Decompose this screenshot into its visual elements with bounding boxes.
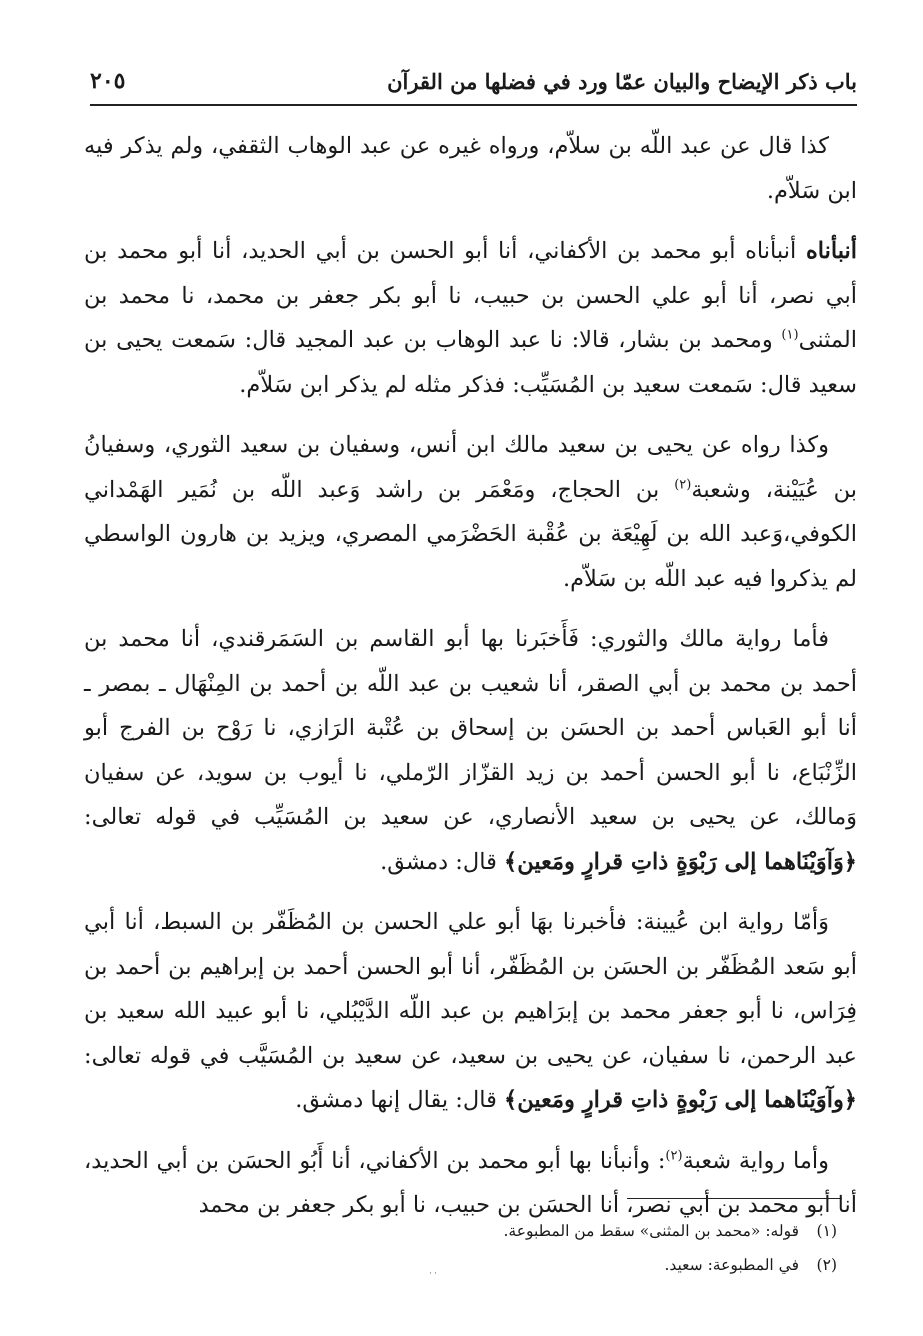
paragraph-4-text: فأما رواية مالك والثوري: فَأَخبَرنا بها أبو القاسم بن السَمَرقندي، أنا محمد بن أحمد بن محمد بن أبي الصقر، أنا شعيب بن عبد اللّه بن أحمد بن المِنْهَال ـ بمصر ـ أنا أبو العَباس أحمد بن الحسَن بن إسحاق بن عُتْبة الرَازي، نا رَوْح بن الفرج أبو الزِّنْبَاع، نا أبو الحسن أحمد بن زيد القزّاز الرّملي، نا أيوب بن سويد، عن سفيان وَمالك، عن يحيى بن سعيد الأنصاري، عن سعيد بن المُسَيِّب في قوله تعالى: bbox=[84, 626, 857, 830]
paragraph-2-text: أنبأناه أبو محمد بن الأكفاني، أنا أبو الحسن بن أبي الحديد، أنا أبو محمد بن أبي نصر، أنا أبو علي الحسن بن حبيب، نا أبو بكر جعفر بن محمد، نا محمد بن المثنى bbox=[84, 238, 858, 353]
running-title: باب ذكر الإيضاح والبيان عمّا ورد في فضلها من القرآن bbox=[387, 68, 857, 94]
paragraph-4 bbox=[84, 617, 857, 884]
paragraph-2-tail: ومحمد بن بشار، قالا: نا عبد الوهاب بن عبد المجيد قال: سَمعت يحيى بن سعيد قال: سَمعت سعيد بن المُسَيِّب: فذكر مثله لم يذكر ابن سَلاّم. bbox=[84, 327, 857, 398]
paragraph-1: كذا قال عن عبد اللّه بن سلاّم، ورواه غيره عن عبد الوهاب الثقفي، ولم يذكر فيه ابن سَلاّم. bbox=[84, 133, 857, 204]
paragraph-3 bbox=[84, 423, 857, 601]
paragraph-3-text: وكذا رواه عن يحيى بن سعيد مالك ابن أنس، وسفيان بن سعيد الثوري، وسفيانُ بن عُيَيْنة، وشعبة bbox=[84, 432, 857, 503]
footnote-ref-1[interactable]: (١) bbox=[781, 327, 799, 343]
footnote-ref-2b[interactable]: (٢) bbox=[665, 1148, 683, 1163]
footnote-number: (١) bbox=[816, 1222, 837, 1240]
footnote-divider bbox=[627, 1198, 842, 1199]
paragraph-5-tail: قال: يقال إنها دمشق. bbox=[295, 1087, 497, 1113]
paragraph-6-tail: : وأنبأنا بها أبو محمد بن الأكفاني، أنا أَبُو الحسَن بن أبي الحديد، أنا أبو محمد بن أبي نصر، أنا الحسَن بن حبيب، نا أبو بكر جعفر بن محمد bbox=[84, 1147, 857, 1218]
page-header bbox=[90, 58, 857, 106]
paragraph-5 bbox=[84, 900, 857, 1123]
quran-verse: ﴿وَآوَيْنَاهما إلى رَبْوَةٍ ذاتِ قرارٍ ومَعين﴾ bbox=[504, 848, 857, 875]
quran-verse: ﴿وآوَيْنَاهما إلى رَبْوةٍ ذاتِ قرارٍ ومَعين﴾ bbox=[504, 1087, 857, 1113]
footnotes bbox=[300, 1214, 837, 1282]
footnote-2 bbox=[300, 1248, 837, 1282]
paragraph-3-tail: بن الحجاج، ومَعْمَر بن راشد وَعبد اللّه بن نُمَير الهَمْداني الكوفي،وَعبد الله بن لَهِيْعَة بن عُقْبة الحَضْرَمي المصري، ويزيد بن هارون الواسطي لم يذكروا فيه عبد اللّه بن سَلاّم. bbox=[84, 476, 857, 592]
paragraph-5-text: وَأمّا رواية ابن عُيينة: فأخبرنا بهَا أبو علي الحسن بن المُظَفّر بن السبط، أنا أبي أبو سَعد المُظَفّر بن الحسَن بن المُظَفّر، أنا أبو الحسن أحمد بن إبراهيم بن أحمد بن فِرَاس، نا أبو جعفر محمد بن إبرَاهيم بن عبد اللّه الدَّيْبُلي، نا أبو عبيد الله سعيد بن عبد الرحمن، نا سفيان، عن يحيى بن سعيد، عن سعيد بن المُسَيَّب في قوله تعالى: bbox=[84, 909, 857, 1069]
paragraph-2-lead: أنبأناه bbox=[805, 238, 858, 264]
paragraph-4-tail: قال: دمشق. bbox=[380, 848, 497, 875]
ink-speck: ˙˙ bbox=[428, 1272, 438, 1283]
main-text bbox=[84, 124, 857, 1244]
page-number: ٢٠٥ bbox=[90, 68, 126, 94]
footnote-ref-2[interactable]: (٢) bbox=[674, 477, 692, 492]
footnote-1 bbox=[300, 1214, 837, 1248]
footnote-text: في المطبوعة: سعيد. bbox=[664, 1256, 799, 1274]
paragraph-6-text: وأما رواية شعبة bbox=[682, 1147, 829, 1174]
paragraph-2 bbox=[84, 229, 857, 407]
footnote-number: (٢) bbox=[816, 1256, 837, 1274]
footnote-text: قوله: «محمد بن المثنى» سقط من المطبوعة. bbox=[503, 1222, 799, 1240]
